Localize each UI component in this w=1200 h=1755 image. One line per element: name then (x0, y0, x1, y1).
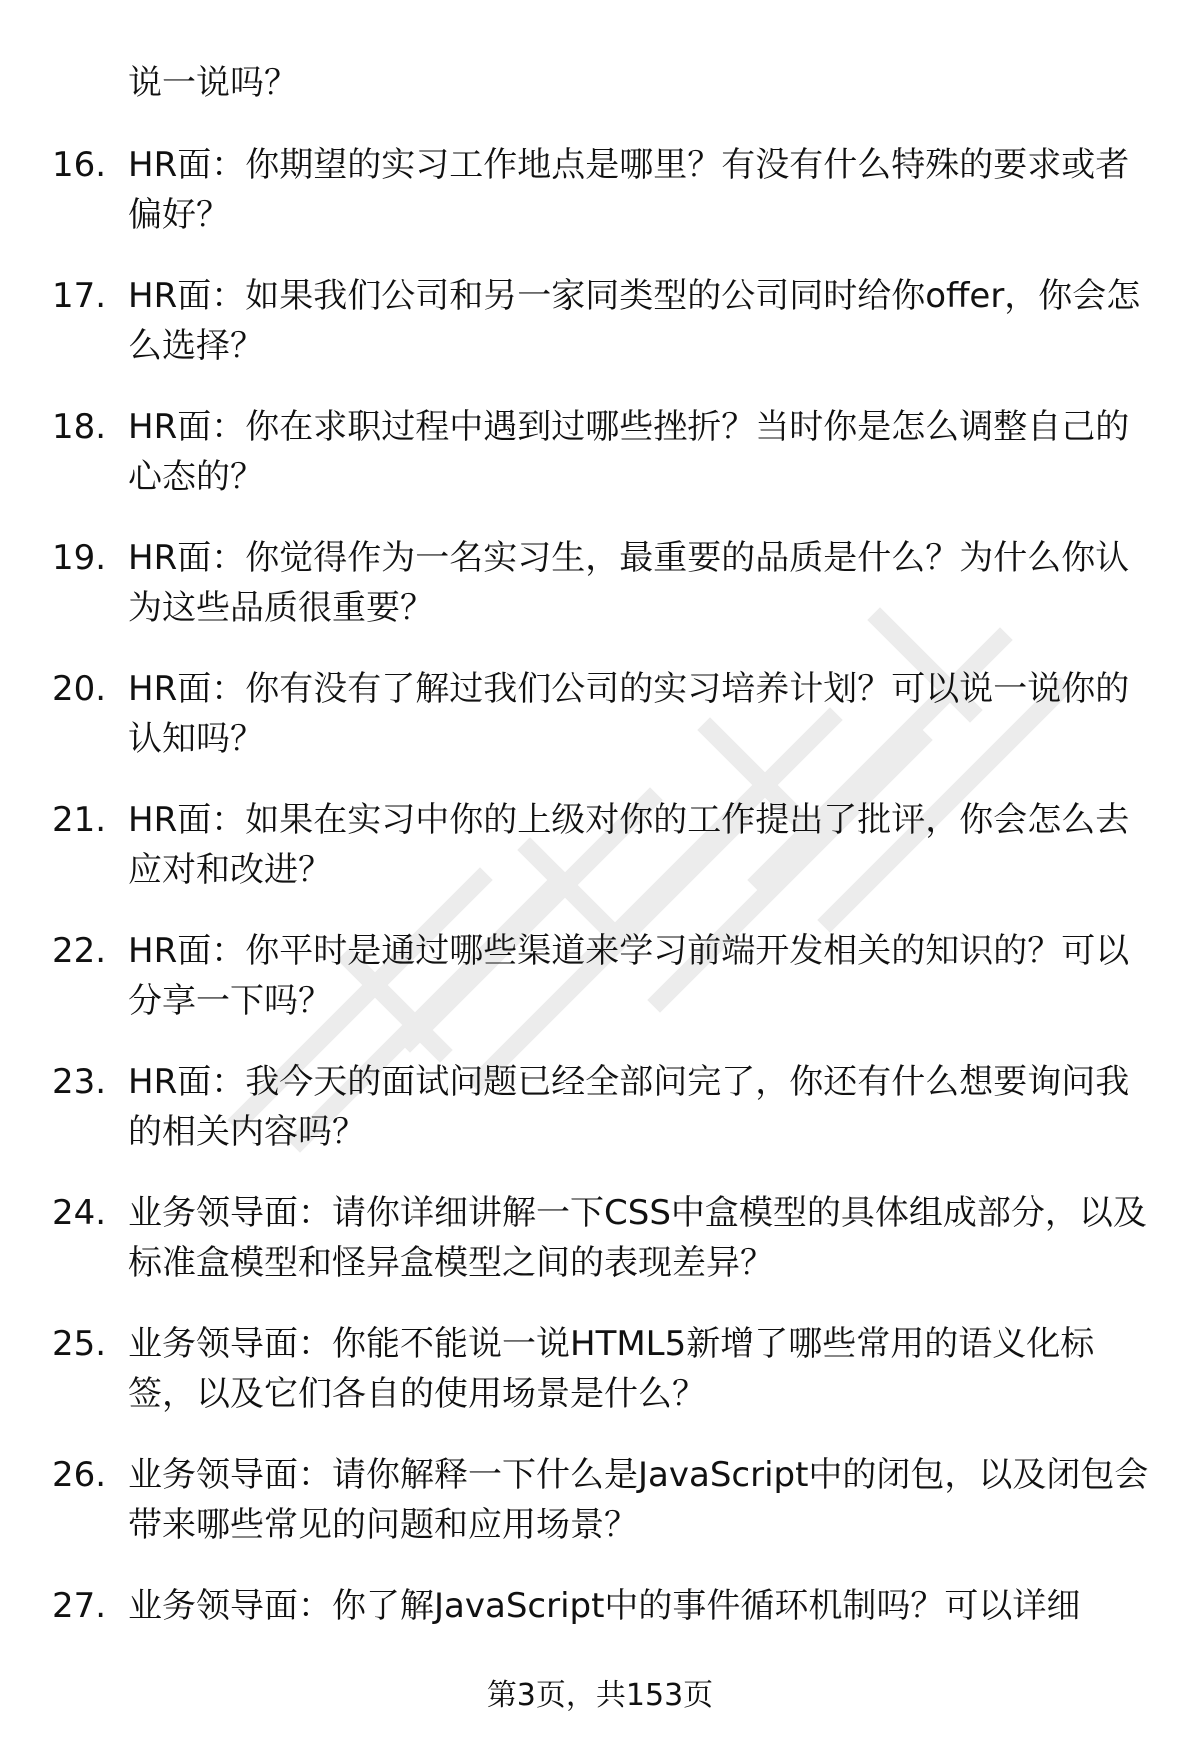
list-item (0, 402, 1200, 533)
list-item (0, 795, 1200, 926)
question-number: 16. (52, 145, 107, 185)
question-number: 26. (52, 1455, 107, 1495)
question-text: 业务领导面：请你详细讲解一下CSS中盒模型的具体组成部分，以及标准盒模型和怪异盒模型之间的表现差异？ (128, 1193, 1147, 1283)
question-number: 18. (52, 407, 107, 447)
question-number: 17. (52, 276, 107, 316)
continued-question-text: 说一说吗？ (128, 63, 298, 103)
list-item (0, 1188, 1200, 1319)
question-number: 25. (52, 1324, 107, 1364)
list-item (0, 926, 1200, 1057)
question-number: 24. (52, 1193, 107, 1233)
list-item (0, 140, 1200, 271)
question-text: HR面：你在求职过程中遇到过哪些挫折？当时你是怎么调整自己的心态的？ (128, 407, 1130, 497)
question-text: 业务领导面：你了解JavaScript中的事件循环机制吗？可以详细 (128, 1586, 1081, 1626)
list-item (0, 664, 1200, 795)
question-text: HR面：如果我们公司和另一家同类型的公司同时给你offer，你会怎么选择？ (128, 276, 1141, 366)
list-item (0, 1057, 1200, 1188)
question-text: 业务领导面：你能不能说一说HTML5新增了哪些常用的语义化标签，以及它们各自的使用场景是什么？ (128, 1324, 1095, 1414)
question-number: 20. (52, 669, 107, 709)
question-list (0, 140, 1200, 1712)
question-text: 业务领导面：请你解释一下什么是JavaScript中的闭包，以及闭包会带来哪些常见的问题和应用场景？ (128, 1455, 1149, 1545)
question-number: 19. (52, 538, 107, 578)
question-number: 22. (52, 931, 107, 971)
question-text: HR面：你有没有了解过我们公司的实习培养计划？可以说一说你的认知吗？ (128, 669, 1130, 759)
list-item (0, 1319, 1200, 1450)
list-item (0, 271, 1200, 402)
question-text: HR面：你期望的实习工作地点是哪里？有没有什么特殊的要求或者偏好？ (128, 145, 1130, 235)
page-footer: 第3页，共153页 (486, 1678, 714, 1713)
question-number: 21. (52, 800, 107, 840)
question-number: 27. (52, 1586, 107, 1626)
question-text: HR面：我今天的面试问题已经全部问完了，你还有什么想要询问我的相关内容吗？ (128, 1062, 1130, 1152)
question-text: HR面：你觉得作为一名实习生，最重要的品质是什么？为什么你认为这些品质很重要？ (128, 538, 1130, 628)
question-text: HR面：你平时是通过哪些渠道来学习前端开发相关的知识的？可以分享一下吗？ (128, 931, 1130, 1021)
list-item (0, 1450, 1200, 1581)
question-number: 23. (52, 1062, 107, 1102)
question-text: HR面：如果在实习中你的上级对你的工作提出了批评，你会怎么去应对和改进？ (128, 800, 1130, 890)
list-item (0, 533, 1200, 664)
